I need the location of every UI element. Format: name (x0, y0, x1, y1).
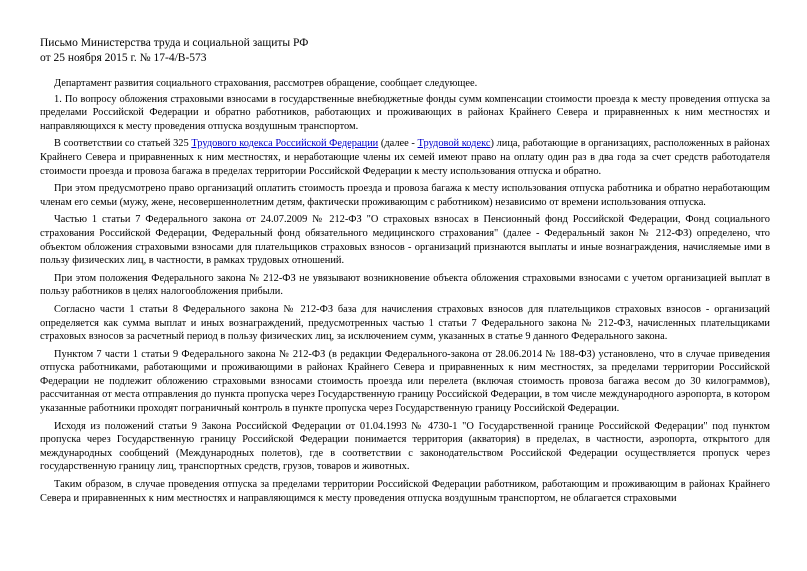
paragraph-1: 1. По вопросу обложения страховыми взносами в государственные внебюджетные фонды сумм компенсации стоимости проезда к месту проведения отпуска за пределами Российской Федерации и обратно работников, работающих и проживающих в районах Крайнего Севера и приравненных к ним местностях и направляющихся к месту проведения отпуска воздушным транспортом. (40, 93, 770, 132)
paragraph-2-text-end: ) лица, работающие в организациях, расположенных в районах Крайнего Севера и приравненных к ним местностях, и неработающие члены их семей имеют право на оплату один раз в два года за счет средств работодателя стоимости проезда и провоза багажа в пределах территории Российской Федерации к месту использования отпуска и обратно. (40, 138, 770, 177)
labor-code-link[interactable]: Трудового кодекса Российской Федерации (191, 138, 379, 150)
paragraph-intro: Департамент развития социального страхования, рассмотрев обращение, сообщает следующее. (54, 78, 478, 89)
paragraph-5: При этом положения Федерального закона № 212-ФЗ не увязывают возникновение объекта обложения страховыми взносами с учетом организацией выплат в пользу работников в целях налогообложения прибыли. (40, 272, 770, 298)
paragraph-7: Пунктом 7 части 1 статьи 9 Федерального закона № 212-ФЗ (в редакции Федерального-закона от 28.06.2014 № 188-ФЗ) установлено, что в случае приведения отпуска работниками, работающими и проживающими в районах Крайнего Севера и приравненных к ним местностях, за пределами территории Российской Федерации не подлежит обложению страховыми взносами стоимость проезда или перелета (включая стоимость провоза багажа весом до 30 килограммов), рассчитанная от места отправления до пункта пропуска через Государственную границу Российской Федерации, в том числе международного аэропорта, в котором указанные работники проходят пограничный контроль в пункте пропуска через Государственную границу Российской Федерации. (40, 348, 770, 415)
paragraph-8: Исходя из положений статьи 9 Закона Российской Федерации от 01.04.1993 № 4730-1 "О Государственной границе Российской Федерации" под пунктом пропуска через Государственную границу Российской Федерации понимается территория (акватория) в пределах, в частности, аэропорта, открытого для международных сообщений (Международных полетов), где в соответствии с законодательством Российской Федерации осуществляется пропуск через государственную границу лиц, транспортных средств, грузов, товаров и животных. (40, 420, 770, 473)
letter-document (40, 36, 770, 509)
paragraph-4: Частью 1 статьи 7 Федерального закона от 24.07.2009 № 212-ФЗ "О страховых взносах в Пенсионный фонд Российской Федерации, Фонд социального страхования Российской Федерации, Федеральный фонд обязательного медицинского страхования" (далее - Федеральный закон № 212-ФЗ) определено, что объектом обложения страховыми взносами для плательщиков страховых взносов - организаций признаются выплаты и иные вознаграждения, начисляемые ими в пользу физических лиц, в частности, в рамках трудовых отношений. (40, 214, 770, 267)
paragraph-3: При этом предусмотрено право организаций оплатить стоимость проезда и провоза багажа к месту использования отпуска работника и обратно неработающим членам его семьи (мужу, жене, несовершеннолетним детям, фактически проживающим с работником) независимо от времени использования отпуска. (40, 183, 770, 208)
paragraph-2-text-middle: (далее - (378, 138, 418, 150)
paragraph-6: Согласно части 1 статьи 8 Федерального закона № 212-ФЗ база для начисления страховых взносов для плательщиков страховых взносов - организаций определяется как сумма выплат и иных вознаграждений, предусмотренных частью 1 статьи 7 Федерального закона № 212-ФЗ, начисленных плательщиками страховых взносов за расчетный период в пользу физических лиц, за исключением сумм, указанных в статье 9 данного Федерального закона. (40, 303, 770, 343)
labor-code-short-link[interactable]: Трудовой кодекс (417, 138, 491, 150)
letter-header (40, 36, 770, 66)
paragraph-2-text-start: В соответствии со статьей 325 (54, 138, 192, 150)
letter-date-number: от 25 ноября 2015 г. № 17-4/В-573 (40, 52, 207, 64)
letter-title: Письмо Министерства труда и социальной защиты РФ (40, 37, 309, 49)
paragraph-9: Таким образом, в случае проведения отпуска за пределами территории Российской Федерации работником, работающим и проживающим в районах Крайнего Севера и приравненных к ним местностях и направляющимся к месту проведения отпуска воздушным транспортом, не облагается страховыми (40, 479, 770, 504)
paragraph-2 (40, 137, 770, 178)
